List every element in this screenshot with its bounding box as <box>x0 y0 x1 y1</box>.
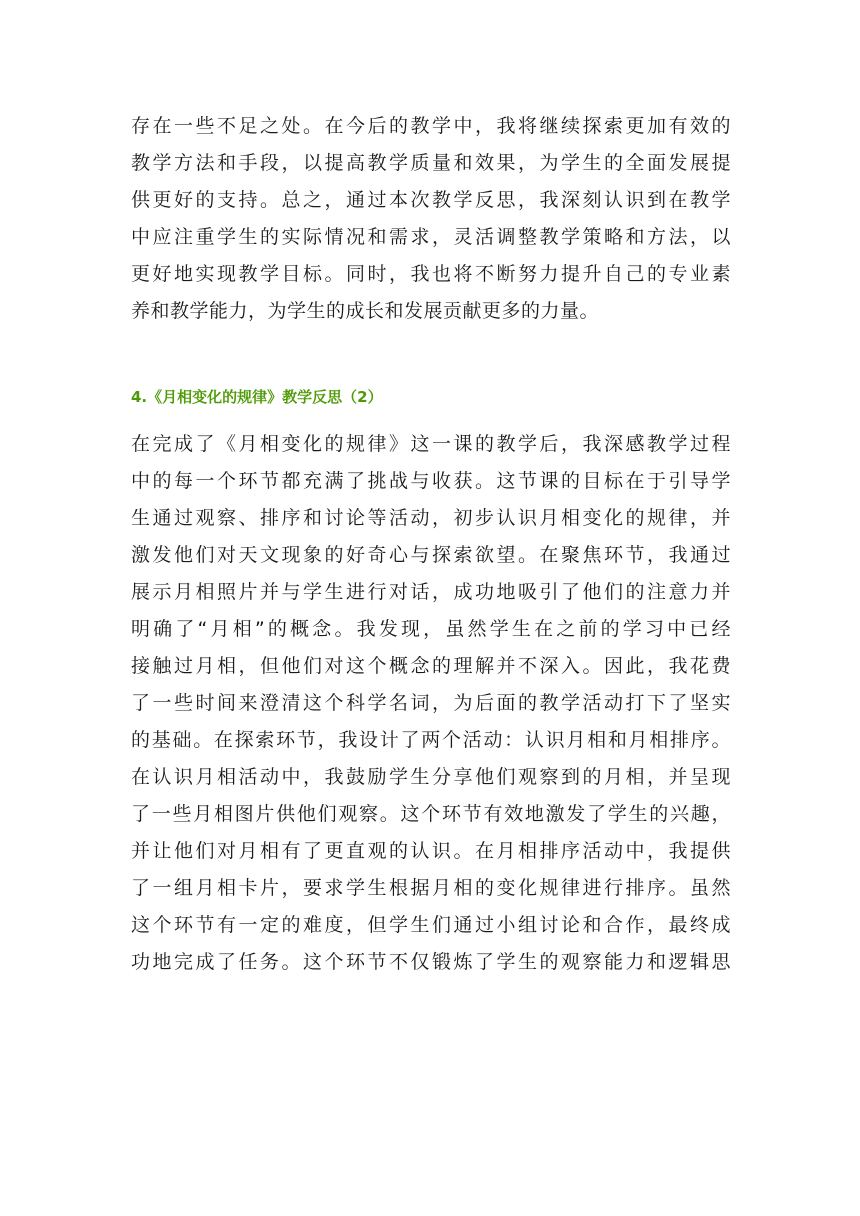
paragraph-2-line: 在认识月相活动中，我鼓励学生分享他们观察到的月相，并呈现 <box>131 766 731 788</box>
paragraph-2 <box>131 426 731 981</box>
paragraph-2-line: 激发他们对天文现象的好奇心与探索欲望。在聚焦环节，我通过 <box>131 544 731 566</box>
paragraph-1-line: 养和教学能力，为学生的成长和发展贡献更多的力量。 <box>131 300 600 322</box>
paragraph-2-line: 这个环节有一定的难度，但学生们通过小组讨论和合作，最终成 <box>131 914 731 936</box>
paragraph-1-line: 更好地实现教学目标。同时，我也将不断努力提升自己的专业素 <box>131 263 731 285</box>
paragraph-2-line: 并让他们对月相有了更直观的认识。在月相排序活动中，我提供 <box>131 840 731 862</box>
paragraph-2-line: 了一些时间来澄清这个科学名词，为后面的教学活动打下了坚实 <box>131 692 731 714</box>
paragraph-1-line: 供更好的支持。总之，通过本次教学反思，我深刻认识到在教学 <box>131 189 731 211</box>
paragraph-1 <box>131 108 731 330</box>
paragraph-1-line: 教学方法和手段，以提高教学质量和效果，为学生的全面发展提 <box>131 152 731 174</box>
paragraph-2-line: 的基础。在探索环节，我设计了两个活动：认识月相和月相排序。 <box>131 729 731 751</box>
paragraph-2-line: 了一组月相卡片，要求学生根据月相的变化规律进行排序。虽然 <box>131 877 731 899</box>
paragraph-2-line: 明确了“月相”的概念。我发现，虽然学生在之前的学习中已经 <box>131 618 731 640</box>
paragraph-2-line: 接触过月相，但他们对这个概念的理解并不深入。因此，我花费 <box>131 655 731 677</box>
paragraph-2-line: 功地完成了任务。这个环节不仅锻炼了学生的观察能力和逻辑思 <box>131 951 731 973</box>
paragraph-2-line: 了一些月相图片供他们观察。这个环节有效地激发了学生的兴趣， <box>131 803 731 825</box>
paragraph-2-line: 展示月相照片并与学生进行对话，成功地吸引了他们的注意力并 <box>131 581 731 603</box>
paragraph-2-line: 中的每一个环节都充满了挑战与收获。这节课的目标在于引导学 <box>131 470 731 492</box>
paragraph-1-line: 存在一些不足之处。在今后的教学中，我将继续探索更加有效的 <box>131 115 731 137</box>
section-heading: 4.《月相变化的规律》教学反思（2） <box>131 388 383 406</box>
paragraph-2-line: 生通过观察、排序和讨论等活动，初步认识月相变化的规律，并 <box>131 507 731 529</box>
paragraph-2-line: 在完成了《月相变化的规律》这一课的教学后，我深感教学过程 <box>131 433 731 455</box>
paragraph-1-line: 中应注重学生的实际情况和需求，灵活调整教学策略和方法，以 <box>131 226 731 248</box>
